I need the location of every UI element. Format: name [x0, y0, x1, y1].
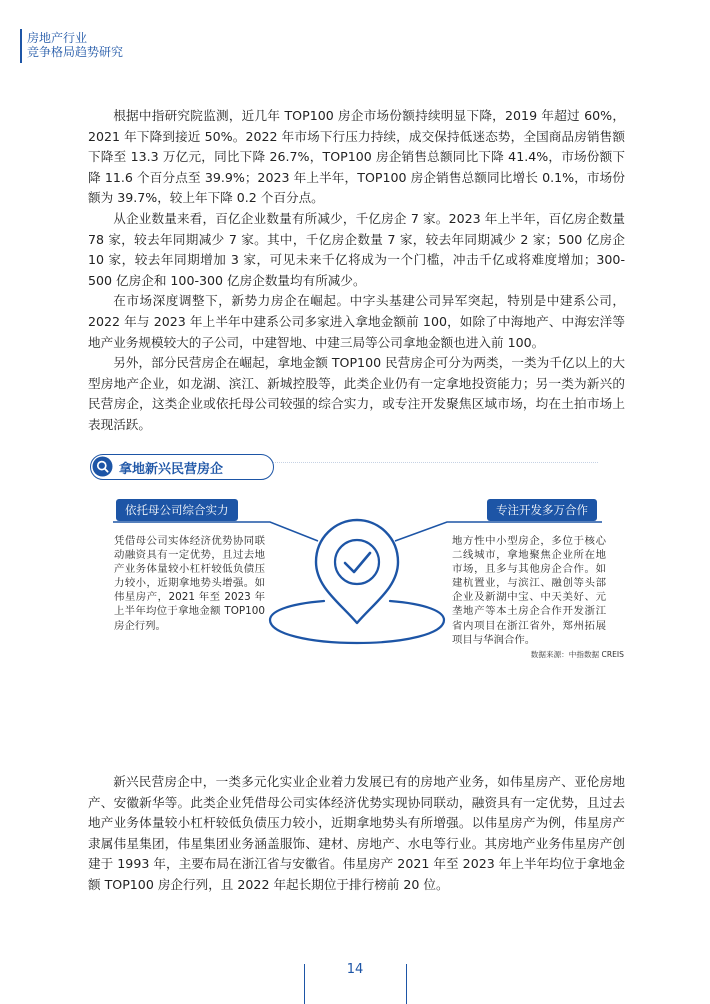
data-source-note: 数据来源：中指数据 CREIS: [530, 650, 624, 659]
section-title: 拿地新兴民营房企: [119, 462, 224, 477]
header-accent-bar: [20, 29, 22, 63]
footer-left-line: [304, 964, 305, 1004]
header-title-line2: 竞争格局趋势研究: [27, 45, 124, 59]
search-icon: [92, 456, 114, 478]
map-pin-check-icon: [316, 520, 398, 623]
left-category-tag: 依托母公司综合实力: [116, 499, 238, 521]
page-number: 14: [346, 962, 364, 977]
left-category-description: 凭借母公司实体经济优势协同联动融资具有一定优势，且过去地产业务体量较小杠杆较低负债压力较小，近期拿地势头增强。如伟星房产，2021 年至 2023 年上半年均位于拿地金额 TOP100 房企行列。: [114, 535, 265, 632]
intro-text: [88, 106, 625, 436]
right-category-tag: 专注开发多万合作: [487, 499, 597, 521]
paragraph: 在市场深度调整下，新势力房企在崛起。中字头基建公司异军突起，特别是中建系公司，2022 年与 2023 年上半年中建系公司多家进入拿地金额前 100，如除了中海地产、中海宏洋等地产业务规模较大的子公司，中建智地、中建三局等公司拿地金额也进入前 100。: [88, 293, 625, 350]
paragraph: 新兴民营房企中，一类多元化实业企业着力发展已有的房地产业务，如伟星房产、亚伦房地产、安徽新华等。此类企业凭借母公司实体经济优势实现协同联动，融资具有一定优势，且过去地产业务体量较小杠杆较低负债压力较小，近期拿地势头有所增强。以伟星房产为例，伟星房产隶属伟星集团，伟星集团业务涵盖服饰、建材、房地产、水电等行业。其房地产业务伟星房产创建于 1993 年，主要布局在浙江省与安徽省。伟星房产 2021 年至 2023 年上半年均位于拿地金额 TOP100 房企行列，且 2022 年起长期位于排行榜前 20 位。: [88, 774, 625, 892]
footer-right-line: [406, 964, 407, 1004]
right-category-description: 地方性中小型房企，多位于核心二线城市，拿地聚焦企业所在地市场，且多与其他房企合作。如建杭置业，与滨江、融创等头部企业及新湖中宝、中天美好、元垄地产等本土房企合作开发浙江省内项目在浙江省外，郑州拓展项目与华润合作。: [452, 535, 606, 646]
base-ring: [270, 601, 444, 643]
closing-text: [88, 772, 625, 896]
section-title-pill: [90, 454, 274, 480]
paragraph: 另外，部分民营房企在崛起，拿地金额 TOP100 民营房企可分为两类，一类为千亿以上的大型房地产企业，如龙湖、滨江、新城控股等，此类企业仍有一定拿地投资能力；另一类为新兴的民营房企，这类企业或依托母公司较强的综合实力，或专注开发聚焦区域市场，均在土拍市场上表现活跃。: [88, 355, 625, 432]
paragraph: 从企业数量来看，百亿企业数量有所减少，千亿房企 7 家。2023 年上半年，百亿房企数量 78 家，较去年同期减少 7 家。其中，千亿房企数量 7 家，较去年同期减少 2 家；500 亿房企 10 家，较去年同期增加 3 家，可见未来千亿将成为一个门槛，冲击千亿或将难度增加；300-500 亿房企和 100-300 亿房企数量均有所减少。: [88, 210, 625, 288]
header-title-line1: 房地产行业: [27, 31, 88, 45]
paragraph: 根据中指研究院监测，近几年 TOP100 房企市场份额持续明显下降，2019 年超过 60%，2021 年下降到接近 50%。2022 年市场下行压力持续，成交保持低迷态势，全国商品房销售额下降至 13.3 万亿元，同比下降 26.7%，TOP100 房企销售总额同比下降 41.4%，市场份额下降 11.6 个百分点至 39.9%；2023 年上半年，TOP100 房企销售总额同比增长 0.1%，市场份额为 39.7%，较上年下降 0.2 个百分点。: [88, 108, 625, 206]
